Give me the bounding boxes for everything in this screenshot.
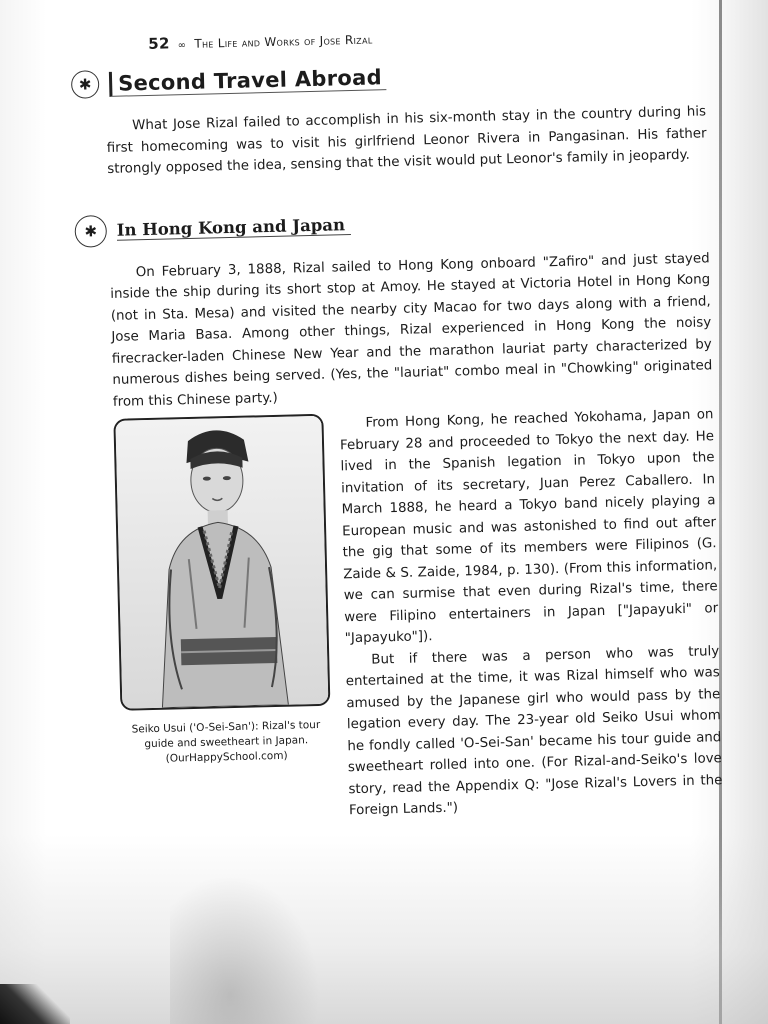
page-shadow <box>0 834 768 1024</box>
right-column-text <box>339 404 723 822</box>
flourish-icon: ∞ <box>177 39 187 52</box>
caption-line: guide and sweetheart in Japan. <box>144 734 309 751</box>
portrait-illustration <box>115 416 328 709</box>
handwritten-asterisk-icon: ✱ <box>71 70 100 99</box>
page-corner <box>0 984 70 1024</box>
section-heading <box>78 55 706 98</box>
hong-kong-paragraph: On February 3, 1888, Rizal sailed to Hong Kong onboard "Zafiro" and just stayed inside the ship during its short stop at Amoy. He stayed at Victoria Hotel in Hong Kong (not in Sta. Mesa) and visited the nearby city Macao for two days along with a friend, Jose Maria Basa. Among other things, Rizal experienced in Hong Kong the noisy firecracker-laden Chinese New Year and the marathon lauriat party characterized by numerous dishes being served. (Yes, the "lauriat" combo meal in "Chowking" originated from this Chinese party.) <box>110 250 713 410</box>
intro-paragraph: What Jose Rizal failed to accomplish in his six-month stay in the country during his first homecoming was to visit his girlfriend Leonor Rivera in Pangasinan. His father strongly opposed the idea, sensing that the visit would put Leonor's family in jeopardy. <box>106 104 707 177</box>
running-title: The Life and Works of Jose Rizal <box>194 32 373 51</box>
section-title: Second Travel Abroad <box>109 65 386 97</box>
page-content <box>78 21 723 827</box>
portrait-photo <box>113 414 330 711</box>
page-number: 52 <box>147 34 170 53</box>
page-crease <box>170 874 320 1024</box>
running-header <box>148 21 704 53</box>
figure-caption <box>121 718 332 768</box>
subsection-heading <box>84 200 709 247</box>
caption-source: (OurHappySchool.com) <box>165 749 288 765</box>
caption-line: Seiko Usui ('O-Sei-San'): Rizal's tour <box>131 718 321 736</box>
figure-and-text <box>113 404 723 827</box>
subsection-title: In Hong Kong and Japan <box>117 215 352 241</box>
handwritten-asterisk-icon: ✱ <box>74 214 107 247</box>
seiko-paragraph: But if there was a person who was truly entertained at the time, it was Rizal himself who was amused by the Japanese girl who would pass by the legation every day. The 23-year old Seiko Usui whom he fondly called 'O-Sei-San' became his tour guide and sweetheart rolled into one. (For Rizal-and-Seiko's love story, read the Appendix Q: "Jose Rizal's Lovers in the Foreign Lands.") <box>345 643 723 819</box>
japan-paragraph: From Hong Kong, he reached Yokohama, Japan on February 28 and proceeded to Tokyo the next day. He lived in the Spanish legation in Tokyo upon the invitation of its secretary, Juan Perez Caballero. In March 1888, he heard a Tokyo band nicely playing a European music and was astonished to find out after the gig that some of its members were Filipinos (G. Zaide & S. Zaide, 1984, p. 130). (From this information, we can surmise that even during Rizal's time, there were Filipino entertainers in Japan ["Japayuki" or "Japayuko"]). <box>339 407 719 647</box>
figure <box>113 414 333 828</box>
